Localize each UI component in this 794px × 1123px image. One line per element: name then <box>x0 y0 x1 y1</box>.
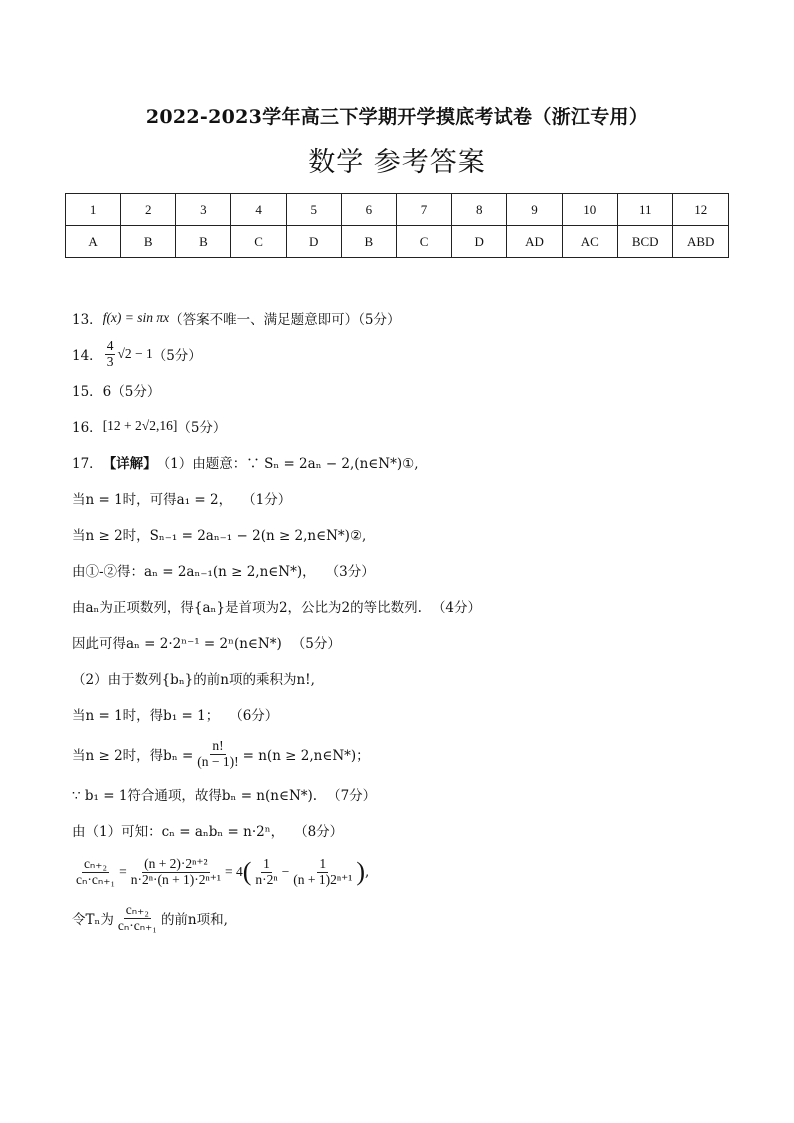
frac-num: n! <box>212 737 224 753</box>
question-number: 12 <box>673 194 729 226</box>
q17-line-3 <box>72 516 732 552</box>
q17-line-11 <box>72 812 732 848</box>
frac-den: (n + 1)2ⁿ⁺¹ <box>293 871 353 887</box>
q17-line-10 <box>72 776 732 812</box>
q17-term-b <box>291 857 354 888</box>
q17-step-8: 当n = 1时，得b₁ = 1； <box>72 708 220 724</box>
comma: , <box>364 864 370 880</box>
answer-cell: A <box>66 226 121 258</box>
q17-score-1: （1分） <box>242 492 292 508</box>
q17-line-7 <box>72 660 732 696</box>
q17-line-13 <box>72 896 732 940</box>
q13-answer: f(x) = sin πx <box>102 310 170 325</box>
q17-score-4: （4分） <box>431 600 482 616</box>
q17-expanded-fraction <box>129 857 223 888</box>
q17-number: 17． <box>72 456 103 472</box>
answer-cell: B <box>176 226 231 258</box>
q13-number: 13． <box>72 312 103 328</box>
q14-line <box>72 336 732 372</box>
q17-step-6: 因此可得aₙ = 2·2ⁿ⁻¹ = 2ⁿ(n∈N*) <box>72 636 282 652</box>
q17-step-9-pre: 当n ≥ 2时，得bₙ = <box>72 748 194 764</box>
q17-line-5 <box>72 588 732 624</box>
q17-line-9 <box>72 732 732 776</box>
q16-line <box>72 408 732 444</box>
answer-cell: BCD <box>617 226 672 258</box>
q17-tn-fraction <box>116 903 159 934</box>
q17-step-11: 由（1）可知：cₙ = aₙbₙ = n·2ⁿ， <box>72 824 285 840</box>
frac-num: 1 <box>263 855 270 871</box>
answer-cell: AC <box>562 226 617 258</box>
frac-num: (n + 2)·2ⁿ⁺² <box>144 855 208 871</box>
q17-step-5: 由aₙ为正项数列，得{aₙ}是首项为2，公比为2的等比数列. <box>72 600 422 616</box>
q17-detail-label: 【详解】 <box>102 456 157 472</box>
q14-score: （5分） <box>152 348 202 364</box>
question-number: 11 <box>617 194 672 226</box>
q14-answer: √2 − 1 <box>117 346 153 361</box>
q14-frac-den: 3 <box>106 353 114 369</box>
q17-score-5: （5分） <box>291 636 341 652</box>
frac-den: (n − 1)! <box>197 753 239 769</box>
answer-cell: C <box>231 226 286 258</box>
question-number: 9 <box>507 194 562 226</box>
frac-den: cₙ·cₙ₊₁ <box>117 917 157 933</box>
q17-line-8 <box>72 696 732 732</box>
q17-factor: = 4 <box>224 864 243 879</box>
answer-cell: C <box>396 226 451 258</box>
q17-line-6 <box>72 624 732 660</box>
answer-row <box>66 226 729 258</box>
frac-num: cₙ₊₂ <box>83 855 108 871</box>
answer-key-subtitle: 数学 参考答案 <box>308 147 486 178</box>
answer-cell: D <box>286 226 341 258</box>
q17-step-4: 由①-②得：aₙ = 2aₙ₋₁(n ≥ 2,n∈N*)， <box>72 564 316 580</box>
exam-title: 2022-2023学年高三下学期开学摸底考试卷（浙江专用） <box>145 106 649 128</box>
equals-sign: = <box>119 864 127 879</box>
answer-cell: ABD <box>673 226 729 258</box>
question-number: 10 <box>562 194 617 226</box>
frac-den: n·2ⁿ <box>255 871 278 887</box>
q17-score-3: （3分） <box>325 564 375 580</box>
frac-num: 1 <box>319 855 327 871</box>
q16-score: （5分） <box>177 420 227 436</box>
question-number: 1 <box>66 194 121 226</box>
q17-line-2 <box>72 480 732 516</box>
minus-sign: − <box>281 864 290 879</box>
answer-table <box>65 193 729 258</box>
q17-step-7: （2）由于数列{bₙ}的前n项的乘积为n!, <box>72 672 315 688</box>
q13-note: （答案不唯一、满足题意即可）（5分） <box>169 312 401 328</box>
question-number: 3 <box>176 194 231 226</box>
q17-score-6: （6分） <box>229 708 279 724</box>
q17-score-8: （8分） <box>294 824 344 840</box>
question-number: 4 <box>231 194 286 226</box>
answer-cell: B <box>121 226 176 258</box>
question-number: 2 <box>121 194 176 226</box>
q17-score-7: （7分） <box>327 788 377 804</box>
solutions <box>72 300 732 940</box>
q13-line <box>72 300 732 336</box>
q17-step-10: ∵ b₁ = 1符合通项，故得bₙ = n(n∈N*). <box>72 788 318 804</box>
right-paren: ) <box>356 857 365 886</box>
answer-cell: AD <box>507 226 562 258</box>
answer-cell: D <box>452 226 507 258</box>
q17-bn-fraction <box>195 739 240 770</box>
question-number: 5 <box>286 194 341 226</box>
question-number: 7 <box>396 194 451 226</box>
q17-line-4 <box>72 552 732 588</box>
q17-step-9-post: = n(n ≥ 2,n∈N*)； <box>242 748 370 764</box>
q17-step-3: 当n ≥ 2时，Sₙ₋₁ = 2aₙ₋₁ − 2(n ≥ 2,n∈N*)②, <box>72 528 367 544</box>
q17-step-1: （1）由题意：∵ Sₙ = 2aₙ − 2,(n∈N*)①, <box>156 456 419 472</box>
q17-term-a <box>253 857 279 888</box>
q14-fraction <box>105 339 116 370</box>
q17-ratio-fraction <box>74 857 117 888</box>
q17-step-13-post: 的前n项和, <box>160 912 228 928</box>
question-number: 6 <box>341 194 396 226</box>
question-number-row <box>66 194 729 226</box>
q16-number: 16． <box>72 420 103 436</box>
q14-number: 14． <box>72 348 103 364</box>
q17-step-2: 当n = 1时，可得a₁ = 2， <box>72 492 233 508</box>
q17-step-13-pre: 令Tₙ为 <box>72 912 114 928</box>
left-paren: ( <box>242 857 252 886</box>
q17-line-12 <box>72 848 732 896</box>
q14-frac-num: 4 <box>106 337 114 353</box>
frac-num: cₙ₊₂ <box>125 901 149 917</box>
frac-den: n·2ⁿ·(n + 1)·2ⁿ⁺¹ <box>130 871 221 887</box>
q15-line <box>72 372 732 408</box>
q17-line-1 <box>72 444 732 480</box>
q16-answer: [12 + 2√2,16] <box>102 418 178 433</box>
q15-answer: 15．6（5分） <box>72 384 161 400</box>
frac-den: cₙ·cₙ₊₁ <box>76 871 116 887</box>
answer-cell: B <box>341 226 396 258</box>
question-number: 8 <box>452 194 507 226</box>
